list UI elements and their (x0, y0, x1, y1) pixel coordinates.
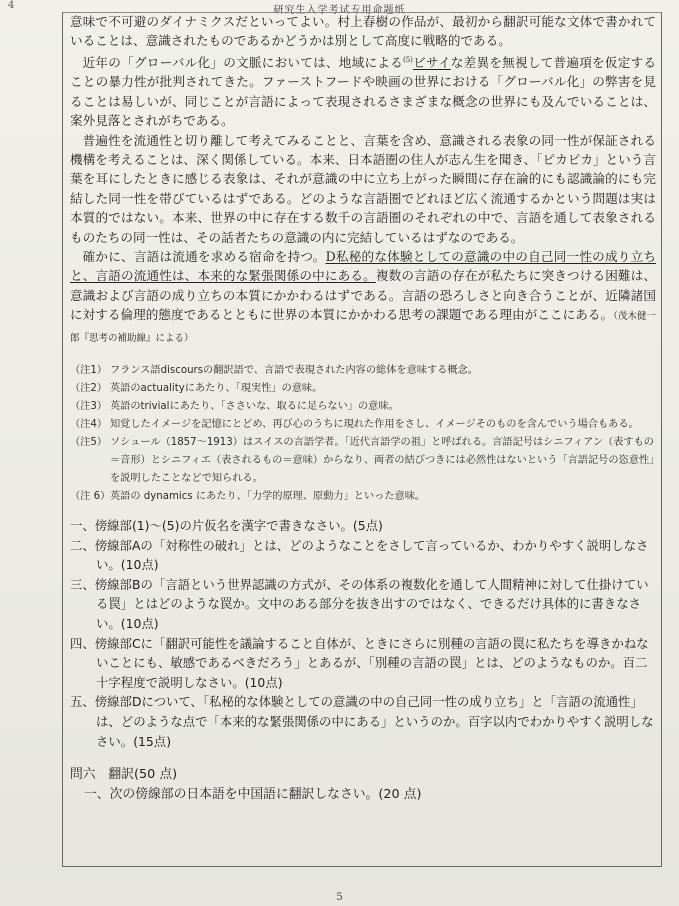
paragraph-3: 普遍性を流通性と切り離して考えてみることと、言葉を含め、意識される表象の同一性が保証される機構を考えることは、深く関係している。本来、日本語圏の住人が志ん生を聞き、「ピカピカ」という言葉を耳にしたときに感じる表象は、それが意識の中に立ち上がった瞬間に存在論的にも認識論的にも完結した同一性を帯びているはずである。どのような言語圏でどれほど広く流通するかという問題は実は本質的ではない。本来、世界の中に存在する数千の言語圏のそれぞれの中で、言語を通して表象されるものたちの同一性は、その話者たちの意識の内に完結しているはずなのである。 (70, 132, 657, 245)
underlined-passage-d: D私秘的な体験としての意識の中の自己同一性の成り立ちと、言語の流通性は、本来的な緊張関係の中にある。 (70, 249, 656, 284)
section-6 (70, 765, 656, 805)
sheet-header: 研究生入学考试专用命题纸 (273, 5, 406, 16)
note-label: （注 6） (70, 491, 111, 503)
note-text: 英語のactualityにあたり、「現実性」の意味。 (110, 383, 323, 395)
paragraph-4-start: 確かに、言語は流通を求める宿命を持つ。 (82, 249, 326, 265)
question-2: 二、傍線部Aの「対称性の破れ」とは、どのようなことをさして言っているか、わかりやすく説明しなさい。(10点) (70, 537, 649, 573)
question-5: 五、傍線部Dについて、「私秘的な体験としての意識の中の自己同一性の成り立ち」と「言語の流通性」は、どのような点で「本来的な緊張関係の中にある」というのか。百字以内でわかりやすく説明しなさい。(15点) (70, 694, 654, 749)
note-text: 英語のtrivialにあたり、「ささいな、取るに足らない」の意味。 (110, 401, 399, 413)
citation: （茂木健一郎『思考の補助線』による） (70, 311, 656, 344)
questions-list (70, 516, 656, 751)
paragraph-4 (70, 247, 656, 348)
passage (70, 12, 656, 348)
section-6-title: 問六 翻訳(50 点) (70, 767, 178, 783)
note-text: フランス語discoursの翻訳語で、言語で表現された内容の総体を意味する概念。 (110, 365, 478, 377)
question-4: 四、傍線部Cに「翻訳可能性を議論すること自体が、ときにさらに別種の言語の罠に私たちを導きかねないことにも、敏感であるべきだろう」とあるが、「別種の言語の罠」とは、どのようなものか。百二十字程度で説明しなさい。(10点) (70, 635, 649, 690)
content-area (70, 12, 656, 805)
note-item (70, 434, 656, 488)
note-item (70, 488, 656, 506)
note-text: 知覚したイメージを記憶にとどめ、再び心のうちに現れた作用をさし、イメージそのものを含んでいう場合もある。 (110, 419, 639, 431)
question-1: 一、傍線部(1)～(5)の片仮名を漢字で書きなさい。(5点) (70, 518, 383, 534)
note-label: （注2） (70, 383, 108, 395)
note-item (70, 362, 656, 380)
underline-mark-5: (5) (402, 55, 413, 64)
notes-list (70, 362, 656, 506)
corner-mark: 4 (8, 0, 15, 11)
paragraph-1: 意味で不可避のダイナミクスだといってよい。村上春樹の作品が、最初から翻訳可能な文体で書かれていることは、意識されたものであるかどうかは別として高度に戦略的である。 (70, 14, 656, 49)
note-label: （注3） (70, 401, 108, 413)
note-label: （注4） (70, 419, 108, 431)
question-3: 三、傍線部Bの「言語という世界認識の方式が、その体系の複数化を通して人間精神に対して仕掛けている罠」とはどのような罠か。文中のある部分を抜き出すのではなく、できるだけ具体的に書きなさい。(10点) (70, 576, 649, 632)
note-item (70, 416, 656, 434)
paragraph-2-end: な差異を無視して普遍項を仮定することの暴力性が批判されてきた。ファーストフードや映画の世界における「グローバル化」の弊害を見ることは易しいが、同じことが言語によって表現されるさまざまな概念の世界にも及んでいることは、案外見落とされがちである。 (70, 55, 656, 129)
note-label: （注1） (70, 365, 108, 377)
paragraph-2 (70, 51, 656, 131)
note-item (70, 398, 656, 416)
paragraph-4-end: 複数の言語の存在が私たちに突きつける困難は、意識および言語の成り立ちの本質にかかわるはずである。言語の恐ろしさと向き合うことが、近隣諸国に対する倫理的態度であるとともに世界の本質にかかわる思考の課題である理由がここにある。 (70, 268, 657, 323)
paragraph-2-start: 近年の「グローバル化」の文脈においては、地域による (82, 55, 403, 70)
section-6-question-1: 一、次の傍線部の日本語を中国語に翻訳しなさい。(20 点) (84, 787, 422, 803)
note-text: 英語の dynamics にあたり、「力学的原理、原動力」といった意味。 (110, 491, 426, 503)
note-item (70, 380, 656, 398)
note-text: ソシュール（1857～1913）はスイスの言語学者。「近代言語学の祖」と呼ばれる。言語記号はシニフィアン（表すもの＝音形）とシニフィエ（表されるもの＝意味）からなり、両者の結びつきには必然性はないという「言語記号の恣意性」を説明したことなどで知られる。 (110, 437, 655, 485)
underlined-word-5: ビサイ (412, 55, 451, 70)
page-number: 5 (336, 892, 343, 903)
note-label: （注5） (70, 437, 108, 449)
